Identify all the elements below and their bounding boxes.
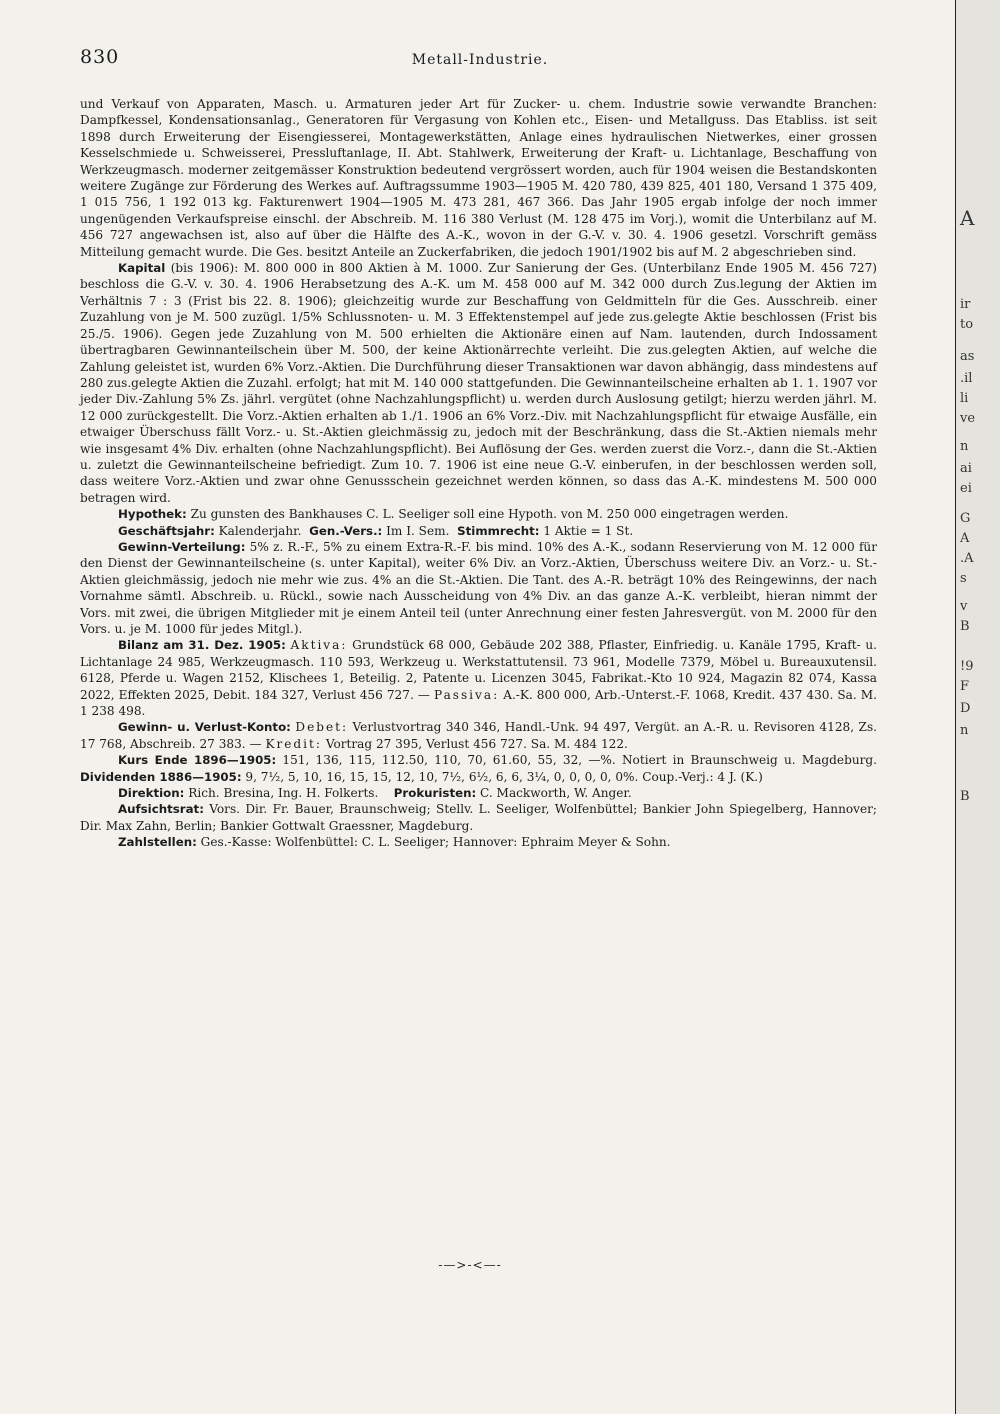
geschaeftsjahr-paragraph [80,523,877,539]
kredit-label: Kredit: [265,736,322,751]
debet-label: Debet: [295,720,349,735]
kurs-label: Kurs Ende 1896—1905: [118,753,277,768]
gewinn-verteilung-text: 5% z. R.-F., 5% zu einem Extra-R.-F. bis mind. 10% des A.-K., sodann Reservierung von M. 12 000 für den Dienst der Gewinnanteilscheine (s. unter Kapital), weiter 6% Div. an Vorz.-Aktien, Überschuss weitere Div. an Vorz.- u. St.-Aktien gleichmässig, jedoch nie mehr wie zus. 4% an die St.-Aktien. Die Tant. des A.-R. beträgt 10% des Reingewinns, der nach Vornahme sämtl. Abschreib. u. Rückl., sowie nach Ausscheidung von 4% Div. an das ganze A.-K. verbleibt, hieran nimmt der Vors. mit zwei, die übrigen Mitglieder mit je einem Anteil teil (unter Anrechnung einer festen Jahresvergüt. von M. 2000 für den Vors. u. je M. 1000 für jedes Mitgl.). [80,539,877,636]
kurs-paragraph [80,752,877,785]
prokuristen-label: Prokuristen: [393,786,477,801]
kredit-text: Vortrag 27 395, Verlust 456 727. Sa. M. 484 122. [321,736,628,751]
hypothek-text: Zu gunsten des Bankhauses C. L. Seeliger soll eine Hypoth. von M. 250 000 eingetragen werden. [186,507,789,522]
gewinn-verteilung-label: Gewinn-Verteilung: [118,539,246,554]
article-body [80,96,877,851]
stimmrecht-text: 1 Aktie = 1 St. [539,523,634,538]
kapital-paragraph [80,260,877,506]
bilanz-paragraph [80,637,877,719]
hypothek-paragraph [80,506,877,522]
aufsichtsrat-text: Vors. Dir. Fr. Bauer, Braunschweig; Stellv. L. Seeliger, Wolfenbüttel; Bankier John Spiegelberg, Hannover; Dir. Max Zahn, Berlin; Bankier Gottwalt Graessner, Magdeburg. [80,802,877,833]
zahlstellen-label: Zahlstellen: [118,835,197,850]
debet-text: Verlustvortrag 340 346, Handl.-Unk. 94 497, Vergüt. an A.-R. u. Revisoren 4128, Zs. 17 768, Abschreib. 27 383. — [80,720,877,751]
passiva-text: A.-K. 800 000, Arb.-Unterst.-F. 1068, Kredit. 437 430. Sa. M. 1 238 498. [80,687,877,719]
end-ornament: -—>-<—- [438,1258,502,1272]
intro-paragraph: und Verkauf von Apparaten, Masch. u. Armaturen jeder Art für Zucker- u. chem. Industrie sowie verwandte Branchen: Dampfkessel, Kondensationsanlag., Generatoren für Vergasung von Kohlen etc., Eisen- und Metallguss. Das Etabliss. ist seit 1898 durch Erweiterung der Eisengiesserei, Montagewerkstätten, Anlage eines hydraulischen Nietwerkes, einer grossen Kesselschmiede u. Schweisserei, Pressluftanlage, II. Abt. Stahlwerk, Erweiterung der Kraft- u. Lichtanlage, Beschaffung von Werkzeugmasch. moderner zeitgemässer Konstruktion bedeutend vergrössert worden, auch für 1904 weisen die Bestandskonten weitere Zugänge zur Förderung des Werkes auf. Auftragssumme 1903—1905 M. 420 780, 439 825, 401 180, Versand 1 375 409, 1 015 756, 1 192 013 kg. Fakturenwert 1904—1905 M. 473 281, 467 366. Das Jahr 1905 ergab infolge der noch immer ungenügenden Verkaufspreise einschl. der Abschreib. M. 116 380 Verlust (M. 128 475 im Vorj.), womit die Unterbilanz auf M. 456 727 angewachsen ist, also auf über die Hälfte des A.-K., wovon in der G.-V. v. 30. 4. 1906 gesetzl. Vorschrift gemäss Mitteilung gemacht wurde. Die Ges. besitzt Anteile an Zuckerfabriken, die jedoch 1901/1902 bis auf M. 2 abgeschrieben sind. [80,97,877,259]
prokuristen-text: C. Mackworth, W. Anger. [476,786,632,801]
geschaeftsjahr-label: Geschäftsjahr: [118,523,215,538]
dividenden-label: Dividenden 1886—1905: [80,769,242,784]
book-page: A ir to as .il li ve n ai ei G A .A s v B !9 F D n B 830 Metall-Industrie. und Verkauf von Apparaten, Masch. u. Armaturen jeder Art für Zucker- u. chem. Industrie sowie verwandte Branchen: Dampfkessel, Kondensationsanlag., Generatoren für Vergasung von Kohlen etc., Eisen- und Metallguss. Das Etabliss. ist seit 1898 durch Erweiterung der Eisengiesserei, Montagewerkstätten, Anlage eines hydraulischen Nietwerkes, einer grossen Kesselschmiede u. Schweisserei, Pressluftanlage, II. Abt. Stahlwerk, Erweiterung der Kraft- u. Lichtanlage, Beschaffung von Werkzeugmasch. moderner zeitgemässer Konstruktion bedeutend vergrössert worden, auch für 1904 weisen die Bestandskonten weitere Zugänge zur Förderung des Werkes auf. Auftragssumme 1903—1905 M. 420 780, 439 825, 401 180, Versand 1 375 409, 1 015 756, 1 192 013 kg. Fakturenwert 1904—1905 M. 473 281, 467 366. Das Jahr 1905 ergab infolge der noch immer ungenügenden Verkaufspreise einschl. der Abschreib. M. 116 380 Verlust (M. 128 475 im Vorj.), womit die Unterbilanz auf M. 456 727 angewachsen ist, also auf über die Hälfte des A.-K., wovon in der G.-V. v. 30. 4. 1906 gesetzl. Vorschrift gemäss Mitteilung gemacht wurde. Die Ges. besitzt Anteile an Zuckerfabriken, die jedoch 1901/1902 bis auf M. 2 abgeschrieben sind. Kapital (bis 1906): M. 800 000 in 800 Aktien à M. 1000. Zur Sanierung der Ges. (Unterbilanz Ende 1905 M. 456 727) beschloss die G.-V. v. 30. 4. 1906 Herabsetzung des A.-K. um M. 458 000 auf M. 342 000 durch Zus.legung der Aktien im Verhältnis 7 : 3 (Frist bis 22. 8. 1906); gleichzeitig wurde zur Beschaffung von Geldmitteln für die Ges. Ausschreib. einer Zuzahlung von je M. 500 zuzügl. 1/5% Schlussnoten- u. M. 3 Effektenstempel auf jede zus.gelegte Aktie beschlossen (Frist bis 25./5. 1906). Gegen jede Zuzahlung von M. 500 erhielten die Aktionäre einen auf Nam. lautenden, durch Indossament übertragbaren Gewinnanteilschein über M. 500, der keine Aktionärrechte verleiht. Die zus.gelegten Aktien, auf welche die Zahlung geleistet ist, wurden 6% Vorz.-Aktien. Die Durchführung dieser Transaktionen war davon abhängig, dass mindestens auf 280 zus.gelegte Aktien die Zuzahl. erfolgt; hat mit M. 140 000 stattgefunden. Die Gewinnanteilscheine erhalten ab 1. 1. 1907 vor jeder Div.-Zahlung 5% Zs. jährl. vergütet (ohne Nachzahlungspflicht) u. werden durch Auslosung getilgt; hierzu werden jährl. M. 12 000 zurückgestellt. Die Vorz.-Aktien erhalten ab 1./1. 1906 an 6% Vorz.-Div. mit Nachzahlungspflicht für etwaige Ausfälle, ein etwaiger Überschuss fällt Vorz.- u. St.-Aktien gleichmässig zu, jedoch mit der Beschränkung, dass die St.-Aktien niemals mehr wie insgesamt 4% Div. erhalten (ohne Nachzahlungspflicht). Bei Auflösung der Ges. werden zuerst die Vorz.-, dann die St.-Aktien u. zuletzt die Gewinnanteilscheine befriedigt. Zum 10. 7. 1906 ist eine neue G.-V. einberufen, in der beschlossen werden soll, dass weitere Vorz.-Aktien und zwar ohne Genussschein gezeichnet werden können, so dass das A.-K. mindestens M. 500 000 betragen wird. Hypothek: Zu gunsten des Bankhauses C. L. Seeliger soll eine Hypoth. von M. 250 000 eingetragen werden. Geschäftsjahr: Kalenderjahr. Gen.-Vers.: Im I. Sem. Stimmrecht: 1 Aktie = 1 St. Gewinn-Verteilung: 5% z. R.-F., 5% zu einem Extra-R.-F. bis mind. 10% des A.-K., sodann Reservierung von M. 12 000 für den Dienst der Gewinnanteilscheine (s. unter Kapital), weiter 6% Div. an Vorz.-Aktien, Überschuss weitere Div. an Vorz.- u. St.-Aktien gleichmässig, jedoch nie mehr wie zus. 4% an die St.-Aktien. Die Tant. des A.-R. beträgt 10% des Reingewinns, der nach Vornahme sämtl. Abschreib. u. Rückl., sowie nach Ausscheidung von 4% Div. an das ganze A.-K. verbleibt, hieran nimmt der Vors. mit zwei, die übrigen Mitglieder mit je einem Anteil teil (unter Anrechnung einer festen Jahresvergüt. von M. 2000 für den Vors. u. je M. 1000 für jedes Mitgl.). Bilanz am 31. Dez. 1905: Aktiva: Grundstück 68 000, Gebäude 202 388, Pflaster, Einfriedig. u. Kanäle 1795, Kraft- u. Lichtanlage 24 985, Werkzeugmasch. 110 593, Werkzeug u. Werkstattutensil. 73 961, Modelle 7379, Möbel u. Bureauxutensil. 6128, Pferde u. Wagen 2152, Klischees 1, Beteilig. 2, Patente u. Licenzen 3045, Fabrikat.-Kto 10 924, Magazin 82 074, Kassa 2022, Effekten 2025, Debit. 184 327, Verlust 456 727. — Passiva: A.-K. 800 000, Arb.-Unterst.-F. 1068, Kredit. 437 430. Sa. M. 1 238 498. Gewinn- u. Verlust-Konto: Debet: Verlustvortrag 340 346, Handl.-Unk. 94 497, Vergüt. an A.-R. u. Revisoren 4128, Zs. 17 768, Abschreib. 27 383. — Kredit: Vortrag 27 395, Verlust 456 727. Sa. M. 484 122. Kurs Ende 1896—1905: 151, 136, 115, 112.50, 110, 70, 61.60, 55, 32, —%. Notiert in Braunschweig u. Magdeburg. Dividenden 1886—1905: 9, 7½, 5, 10, 16, 15, 15, 12, 10, 7½, 6½, 6, 6, 3¼, 0, 0, 0, 0, 0%. Coup.-Verj.: 4 J. (K.) Direktion: Rich. Bresina, Ing. H. Folkerts. Prokuristen: C. Mackworth, W. Anger. Aufsichtsrat: Vors. Dir. Fr. Bauer, Braunschweig; Stellv. L. Seeliger, Wolfenbüttel; Bankier John Spiegelberg, Hannover; Dir. Max Zahn, Berlin; Bankier Gottwalt Graessner, Magdeburg. Zahlstellen: Ges.-Kasse: Wolfenbüttel: C. L. Seeliger; Hannover: Ephraim Meyer & Sohn. -—>-<—- [0,0,1000,1414]
kapital-text: (bis 1906): M. 800 000 in 800 Aktien à M. 1000. Zur Sanierung der Ges. (Unterbilanz Ende 1905 M. 456 727) beschloss die G.-V. v. 30. 4. 1906 Herabsetzung des A.-K. um M. 458 000 auf M. 342 000 durch Zus.legung der Aktien im Verhältnis 7 : 3 (Frist bis 22. 8. 1906); gleichzeitig wurde zur Beschaffung von Geldmitteln für die Ges. Ausschreib. einer Zuzahlung von je M. 500 zuzügl. 1/5% Schlussnoten- u. M. 3 Effektenstempel auf jede zus.gelegte Aktie beschlossen (Frist bis 25./5. 1906). Gegen jede Zuzahlung von M. 500 erhielten die Aktionäre einen auf Nam. lautenden, durch Indossament übertragbaren Gewinnanteilschein über M. 500, der keine Aktionärrechte verleiht. Die zus.gelegten Aktien, auf welche die Zahlung geleistet ist, wurden 6% Vorz.-Aktien. Die Durchführung dieser Transaktionen war davon abhängig, dass mindestens auf 280 zus.gelegte Aktien die Zuzahl. erfolgt; hat mit M. 140 000 stattgefunden. Die Gewinnanteilscheine erhalten ab 1. 1. 1907 vor jeder Div.-Zahlung 5% Zs. jährl. vergütet (ohne Nachzahlungspflicht) u. werden durch Auslosung getilgt; hierzu werden jährl. M. 12 000 zurückgestellt. Die Vorz.-Aktien erhalten ab 1./1. 1906 an 6% Vorz.-Div. mit Nachzahlungspflicht für etwaige Ausfälle, ein etwaiger Überschuss fällt Vorz.- u. St.-Aktien gleichmässig zu, jedoch mit der Beschränkung, dass die St.-Aktien niemals mehr wie insgesamt 4% Div. erhalten (ohne Nachzahlungspflicht). Bei Auflösung der Ges. werden zuerst die Vorz.-, dann die St.-Aktien u. zuletzt die Gewinnanteilscheine befriedigt. Zum 10. 7. 1906 ist eine neue G.-V. einberufen, in der beschlossen werden soll, dass weitere Vorz.-Aktien und zwar ohne Genussschein gezeichnet werden können, so dass das A.-K. mindestens M. 500 000 betragen wird. [80,261,877,505]
passiva-label: Passiva: [433,687,500,702]
aktiva-label: Aktiva: [290,638,348,653]
geschaeftsjahr-text: Kalenderjahr. [214,523,302,538]
direktion-label: Direktion: [118,786,185,801]
aufsichtsrat-paragraph [80,801,877,834]
gewinn-verteilung-paragraph [80,539,877,637]
direktion-text: Rich. Bresina, Ing. H. Folkerts. [184,786,379,801]
stimmrecht-label: Stimmrecht: [457,523,540,538]
direktion-paragraph [80,785,877,801]
gewinn-verlust-label: Gewinn- u. Verlust-Konto: [118,720,291,735]
bilanz-label: Bilanz am 31. Dez. 1905: [118,638,286,653]
gen-vers-text: Im I. Sem. [382,523,450,538]
gen-vers-label: Gen.-Vers.: [309,523,383,538]
aufsichtsrat-label: Aufsichtsrat: [118,802,204,817]
zahlstellen-text: Ges.-Kasse: Wolfenbüttel: C. L. Seeliger; Hannover: Ephraim Meyer & Sohn. [196,835,671,850]
zahlstellen-paragraph [80,834,877,850]
kurs-text: 151, 136, 115, 112.50, 110, 70, 61.60, 55, 32, —%. Notiert in Braunschweig u. Magdeburg. [276,753,877,768]
aktiva-text: Grundstück 68 000, Gebäude 202 388, Pflaster, Einfriedig. u. Kanäle 1795, Kraft- u. Lichtanlage 24 985, Werkzeugmasch. 110 593, Werkzeug u. Werkstattutensil. 73 961, Modelle 7379, Möbel u. Bureauxutensil. 6128, Pferde u. Wagen 2152, Klischees 1, Beteilig. 2, Patente u. Licenzen 3045, Fabrikat.-Kto 10 924, Magazin 82 074, Kassa 2022, Effekten 2025, Debit. 184 327, Verlust 456 727. — [80,638,878,702]
running-head: Metall-Industrie. [411,52,549,68]
hypothek-label: Hypothek: [118,507,187,522]
page-number: 830 [80,46,120,68]
gewinn-verlust-paragraph [80,719,877,752]
dividenden-text: 9, 7½, 5, 10, 16, 15, 15, 12, 10, 7½, 6½, 6, 6, 3¼, 0, 0, 0, 0, 0%. Coup.-Verj.: 4 J. (K.) [241,769,763,784]
kapital-label: Kapital [118,261,166,276]
